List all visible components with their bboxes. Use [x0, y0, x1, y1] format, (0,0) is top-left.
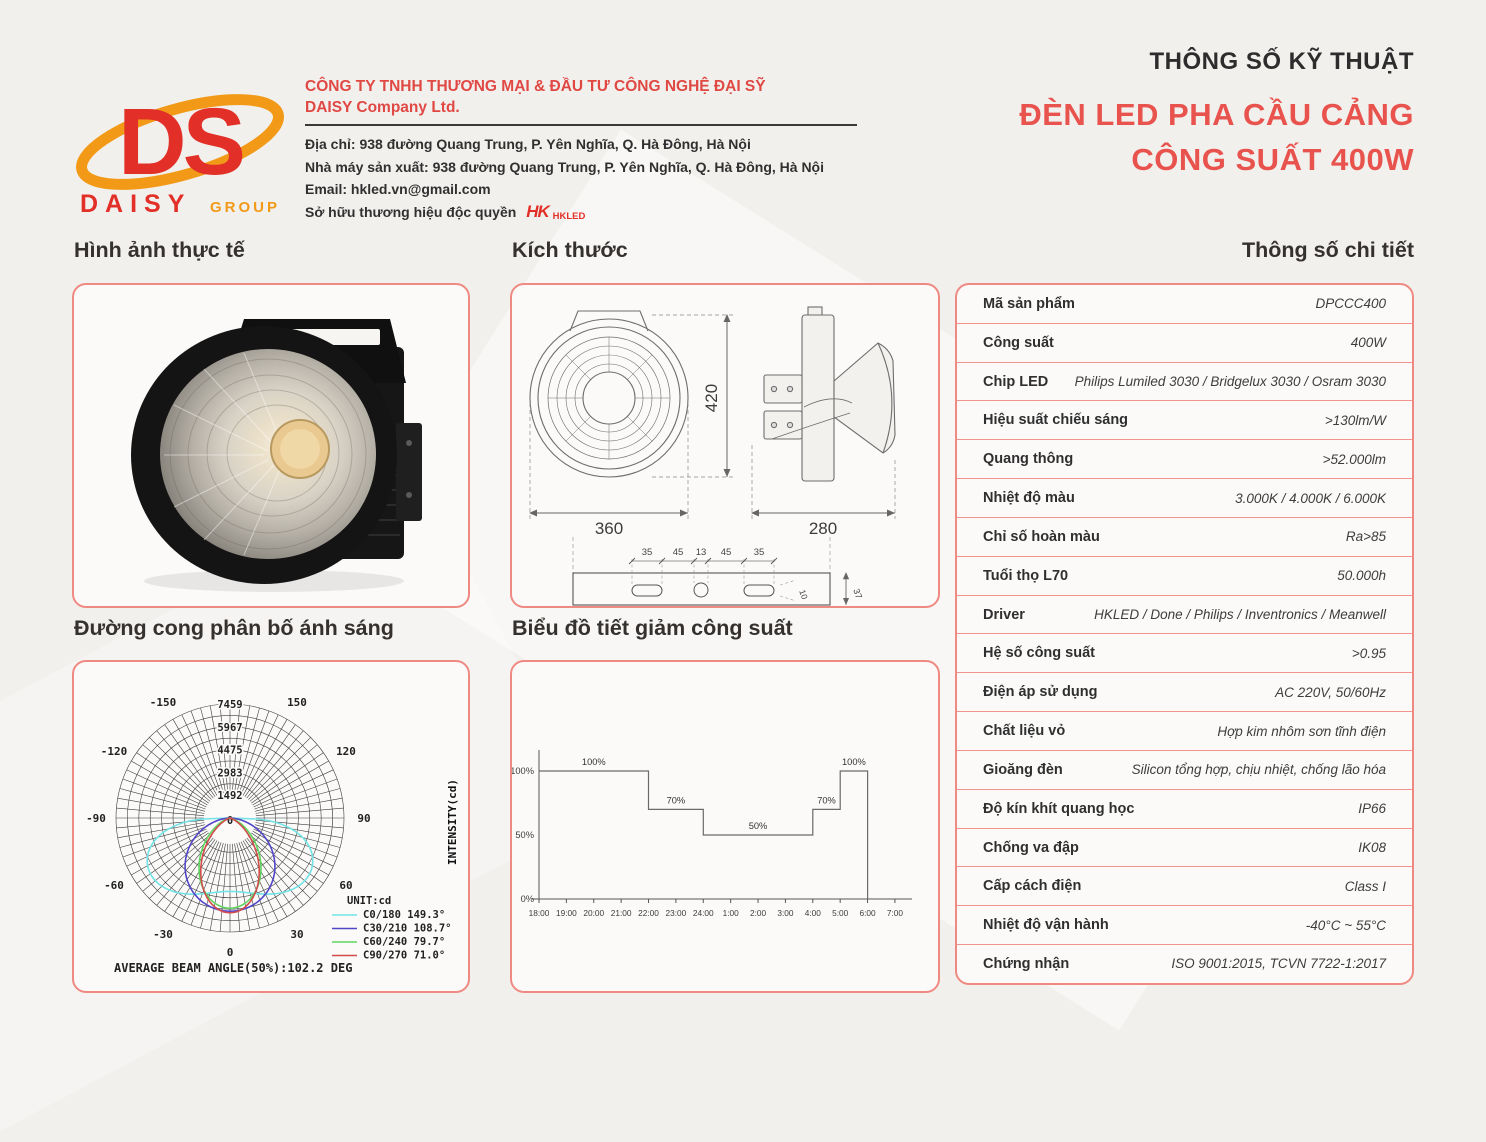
spec-row [957, 867, 1412, 906]
spec-label: Tuổi thọ L70 [983, 567, 1069, 584]
polar-angle-label: -150 [149, 696, 177, 709]
spec-value: -40°C ~ 55°C [1305, 917, 1386, 933]
legend-item [332, 950, 445, 962]
svg-text:C60/240 79.7°: C60/240 79.7° [363, 936, 446, 948]
spec-label: Chống va đập [983, 839, 1079, 856]
polar-angle-label: -120 [100, 745, 128, 758]
power-y-tick: 0% [520, 894, 534, 904]
power-derating-chart [512, 662, 938, 991]
spec-label: Chỉ số hoàn màu [983, 528, 1100, 545]
spec-row [957, 945, 1412, 983]
section-heading-power: Biểu đồ tiết giảm công suất [512, 616, 793, 640]
polar-angle-label: -90 [86, 812, 106, 825]
logo-group-text: GROUP [210, 199, 281, 216]
spec-label: Mã sản phẩm [983, 295, 1075, 312]
led-chip [280, 429, 320, 469]
polar-unit-label: UNIT:cd [347, 895, 392, 907]
spec-value: >52.000lm [1322, 451, 1386, 467]
company-address: Địa chỉ: 938 đường Quang Trung, P. Yên Nghĩa, Q. Hà Đông, Hà Nội [305, 136, 751, 152]
section-heading-dimensions: Kích thước [512, 238, 628, 262]
document-title-block [914, 48, 1414, 182]
power-x-tick: 1:00 [722, 908, 739, 918]
power-x-tick: 20:00 [583, 908, 605, 918]
power-x-tick: 6:00 [859, 908, 876, 918]
spec-row [957, 673, 1412, 712]
logo-monogram: DS [118, 89, 242, 195]
power-x-tick: 22:00 [638, 908, 659, 918]
spec-row [957, 479, 1412, 518]
spec-value: Hợp kim nhôm sơn tĩnh điện [1217, 723, 1386, 739]
power-x-tick: 23:00 [665, 908, 687, 918]
spec-label: Nhiệt độ màu [983, 490, 1075, 507]
section-heading-photo: Hình ảnh thực tế [74, 238, 245, 262]
side-view [764, 307, 895, 481]
spec-value: IP66 [1358, 801, 1386, 817]
power-x-tick: 5:00 [832, 908, 849, 918]
bracket-dim-1: 45 [672, 547, 684, 558]
spec-row [957, 712, 1412, 751]
power-segment-label: 50% [748, 821, 768, 831]
power-x-tick: 4:00 [804, 908, 821, 918]
logo-daisy-text: DAISY [80, 190, 192, 218]
spec-row [957, 829, 1412, 868]
section-heading-distribution: Đường cong phân bố ánh sáng [74, 616, 394, 640]
polar-angle-label: 150 [287, 696, 307, 709]
spec-value: AC 220V, 50/60Hz [1275, 684, 1386, 700]
svg-text:C0/180 149.3°: C0/180 149.3° [363, 909, 446, 921]
bracket-dim-0: 35 [641, 547, 653, 558]
power-y-tick: 100% [512, 766, 534, 776]
polar-angle-label: -30 [153, 928, 173, 941]
polar-radial-label: 5967 [217, 721, 243, 734]
spec-value: ISO 9001:2015, TCVN 7722-1:2017 [1171, 956, 1386, 972]
header-divider [305, 124, 857, 126]
power-axes [532, 750, 912, 899]
spec-value: DPCCC400 [1315, 296, 1386, 312]
company-info-block [305, 76, 865, 226]
power-segment-label: 100% [581, 757, 606, 767]
section-heading-specs: Thông số chi tiết [1242, 238, 1414, 262]
company-factory: Nhà máy sản xuất: 938 đường Quang Trung, P. Yên Nghĩa, Q. Hà Đông, Hà Nội [305, 158, 824, 175]
light-distribution-card [72, 660, 470, 993]
polar-radial-label: 7459 [217, 699, 243, 711]
polar-angle-label: -60 [104, 879, 124, 892]
product-photo [74, 285, 468, 606]
company-email: Email: hkled.vn@gmail.com [305, 181, 491, 197]
spec-label: Chip LED [983, 373, 1049, 390]
legend-item [332, 909, 445, 921]
spec-row [957, 363, 1412, 402]
power-x-tick: 24:00 [692, 908, 714, 918]
spec-value: Class I [1344, 878, 1386, 894]
svg-text:C90/270 71.0°: C90/270 71.0° [363, 949, 446, 962]
front-view [530, 311, 688, 477]
power-x-tick: 18:00 [528, 908, 550, 918]
spec-label: Driver [983, 606, 1025, 623]
spec-label: Chứng nhận [983, 955, 1070, 972]
product-photo-card [72, 283, 470, 608]
spec-value: HKLED / Done / Philips / Inventronics / Meanwell [1094, 607, 1386, 623]
daisy-group-logo [68, 72, 298, 220]
legend-item [332, 923, 452, 935]
doc-title-kicker: THÔNG SỐ KỸ THUẬT [1149, 48, 1414, 75]
power-step-line [539, 771, 868, 899]
legend-item [332, 936, 445, 948]
spec-value: Philips Lumiled 3030 / Bridgelux 3030 / Osram 3030 [1074, 374, 1386, 390]
spec-row [957, 596, 1412, 635]
power-derating-card [510, 660, 940, 993]
spec-value: IK08 [1358, 840, 1386, 855]
power-x-tick: 21:00 [610, 908, 632, 918]
spec-row [957, 906, 1412, 945]
brand-line-text: Sở hữu thương hiệu độc quyền [305, 203, 517, 220]
bracket-bar-drawing [573, 537, 864, 605]
polar-angle-label: 0 [226, 946, 234, 959]
spec-value: Ra>85 [1345, 529, 1386, 545]
spec-row [957, 518, 1412, 557]
spec-label: Hiệu suất chiếu sáng [983, 412, 1129, 429]
side-bracket [396, 423, 422, 521]
spec-row [957, 751, 1412, 790]
svg-text:C30/210 108.7°: C30/210 108.7° [363, 922, 452, 935]
power-x-tick: 19:00 [555, 908, 577, 918]
dim-label-height: 420 [702, 383, 721, 413]
spec-table [957, 285, 1412, 983]
spec-row [957, 324, 1412, 363]
spec-label: Công suất [983, 334, 1054, 351]
polar-radial-label: 2983 [217, 767, 243, 780]
bracket-height-label: 37 [851, 587, 865, 601]
bracket-dim-4: 35 [753, 547, 765, 558]
spec-row [957, 285, 1412, 324]
spec-label: Độ kín khít quang học [983, 800, 1135, 817]
power-y-tick: 50% [515, 830, 534, 840]
hkled-mark-icon: HK [526, 201, 549, 221]
light-distribution-chart [74, 662, 468, 991]
spec-row [957, 790, 1412, 829]
spec-table-card [955, 283, 1414, 985]
polar-angle-label: 90 [357, 812, 371, 825]
power-segment-label: 70% [817, 795, 836, 806]
polar-radial-label: 1492 [217, 790, 243, 803]
power-x-tick: 3:00 [777, 908, 794, 918]
spec-label: Hệ số công suất [983, 645, 1095, 662]
spec-label: Gioăng đèn [983, 761, 1063, 778]
reflector [160, 349, 376, 559]
spec-label: Điện áp sử dụng [983, 684, 1098, 701]
spec-row [957, 634, 1412, 673]
hkled-brand-name: HKLED [552, 210, 586, 222]
company-name-en: DAISY Company Ltd. [305, 99, 460, 116]
polar-radial-label: 0 [226, 815, 234, 827]
spec-label: Cấp cách điện [983, 878, 1082, 895]
dimension-drawing [512, 285, 938, 606]
polar-angle-label: 120 [336, 745, 356, 758]
spec-value: >130lm/W [1324, 412, 1386, 428]
bracket-dim-2: 13 [695, 547, 707, 558]
polar-radial-label: 4475 [217, 744, 243, 757]
average-beam-angle-text: AVERAGE BEAM ANGLE(50%):102.2 DEG [114, 961, 353, 975]
power-segment-label: 70% [666, 795, 686, 806]
doc-title-line2: CÔNG SUẤT 400W [1131, 142, 1414, 177]
dim-label-front-width: 360 [594, 519, 624, 538]
polar-angle-label: 60 [339, 879, 353, 892]
spec-value: 3.000K / 4.000K / 6.000K [1235, 490, 1386, 506]
spec-label: Chất liệu vỏ [983, 723, 1066, 740]
power-x-tick: 7:00 [886, 908, 904, 918]
dim-label-side-depth: 280 [808, 519, 838, 538]
spec-row [957, 557, 1412, 596]
spec-label: Nhiệt độ vận hành [983, 917, 1109, 934]
spec-value: >0.95 [1351, 645, 1386, 661]
spec-value: 50.000h [1337, 568, 1386, 584]
slot-height-label: 10 [797, 588, 810, 601]
spec-row [957, 440, 1412, 479]
doc-title-line1: ĐÈN LED PHA CẦU CẢNG [1019, 97, 1414, 132]
power-segment-label: 100% [842, 757, 866, 767]
bracket-dim-3: 45 [720, 547, 732, 558]
spec-value: Silicon tổng hợp, chịu nhiệt, chống lão hóa [1131, 762, 1386, 778]
polar-angle-label: 30 [290, 928, 304, 941]
power-x-tick: 2:00 [749, 908, 767, 918]
spec-row [957, 401, 1412, 440]
spec-value: 400W [1350, 335, 1386, 351]
polar-axis-label: INTENSITY(cd) [446, 778, 459, 866]
dimensions-card [510, 283, 940, 608]
company-name-vi: CÔNG TY TNHH THƯƠNG MẠI & ĐẦU TƯ CÔNG NGHỆ ĐẠI SỸ [305, 78, 766, 95]
spec-label: Quang thông [983, 451, 1074, 468]
company-brand-line [305, 201, 865, 227]
dim-420 [652, 315, 734, 477]
